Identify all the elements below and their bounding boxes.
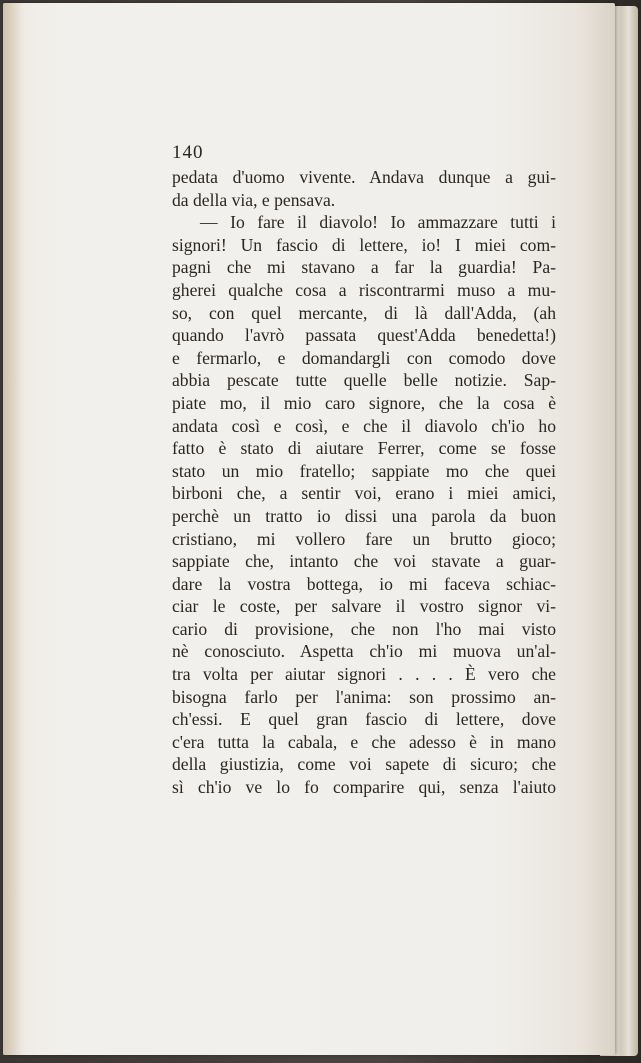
text-line: da della via, e pensava. — [172, 189, 336, 210]
text-line: — Io fare il diavolo! Io ammazzare tutti i — [200, 212, 556, 233]
text-line: cario di provisione, che non l'ho mai visto — [172, 618, 556, 639]
text-line: ciar le coste, per salvare il vostro signor vi- — [172, 596, 556, 617]
text-line: dare la vostra bottega, io mi faceva schiac- — [172, 573, 556, 594]
text-line: quando l'avrò passata quest'Adda benedetta!) — [172, 325, 556, 346]
text-line: fatto è stato di aiutare Ferrer, come se fosse — [172, 438, 556, 459]
text-line: della giustizia, come voi sapete di sicuro; che — [172, 754, 556, 775]
bleed-through-text — [473, 13, 623, 43]
text-line: pagni che mi stavano a far la guardia! Pa- — [172, 257, 556, 278]
page-text-block — [172, 141, 556, 799]
text-line: perchè un tratto io dissi una parola da buon — [172, 505, 556, 526]
text-line: tra volta per aiutar signori . . . . È vero che — [172, 664, 556, 685]
text-lines — [172, 166, 556, 799]
text-line: andata così e così, e che il diavolo ch'io ho — [172, 415, 556, 436]
text-line: ch'essi. E quel gran fascio di lettere, dove — [172, 709, 556, 730]
text-line: nè conosciuto. Aspetta ch'io mi muova un'al- — [172, 641, 556, 662]
text-line: c'era tutta la cabala, e che adesso è in mano — [172, 731, 556, 752]
text-line: gherei qualche cosa a riscontrarmi muso a mu- — [172, 279, 556, 300]
text-line: e fermarlo, e domandargli con comodo dove — [172, 347, 556, 368]
text-line: cristiano, mi vollero fare un brutto gioco; — [172, 528, 556, 549]
text-line: stato un mio fratello; sappiate mo che quei — [172, 460, 556, 481]
text-line: so, con quel mercante, di là dall'Adda, (ah — [172, 302, 556, 323]
text-line: bisogna farlo per l'anima: son prossimo an- — [172, 686, 556, 707]
text-line: signori! Un fascio di lettere, io! I miei com- — [172, 234, 556, 255]
page-number: 140 — [172, 142, 204, 163]
text-line: birboni che, a sentir voi, erano i miei amici, — [172, 483, 556, 504]
text-line: sì ch'io ve lo fo comparire qui, senza l'aiuto — [172, 777, 556, 798]
text-line: piate mo, il mio caro signore, che la cosa è — [172, 392, 556, 413]
text-line: abbia pescate tutte quelle belle notizie. Sap- — [172, 370, 556, 391]
text-line: sappiate che, intanto che voi stavate a guar- — [172, 551, 556, 572]
text-line: pedata d'uomo vivente. Andava dunque a gui- — [172, 167, 556, 187]
